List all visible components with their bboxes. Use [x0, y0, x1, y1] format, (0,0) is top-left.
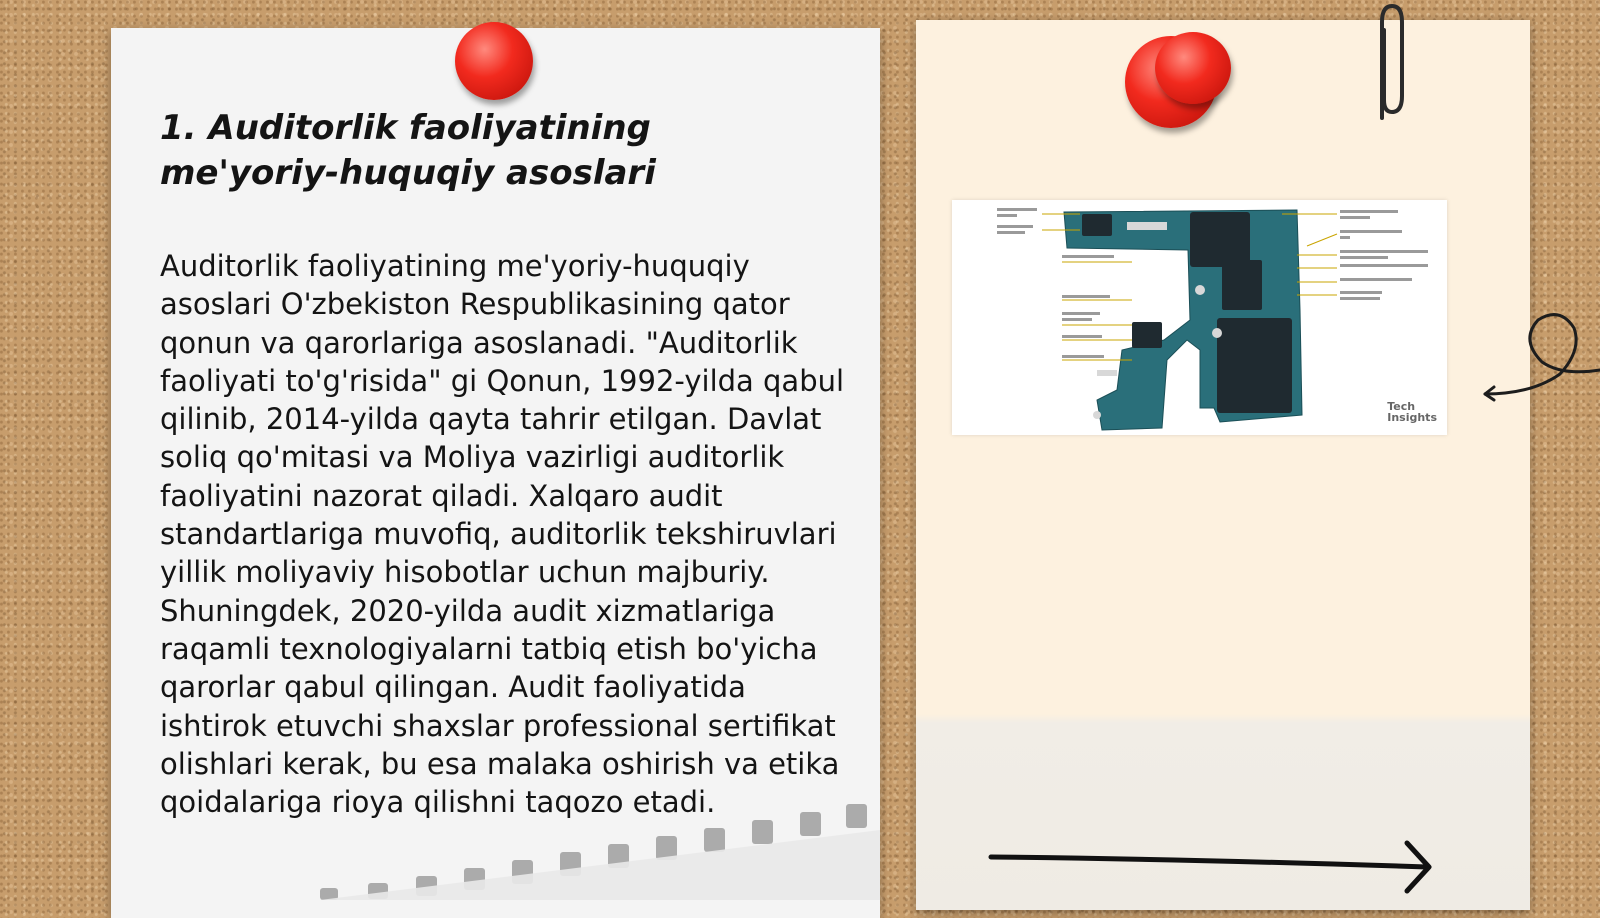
red-pushpin-icon — [455, 22, 533, 100]
slide-title: 1. Auditorlik faoliyatining me'yoriy-huquqiy asoslari — [160, 108, 656, 193]
right-arrow-icon — [985, 835, 1445, 895]
red-pushpin-icon — [1155, 32, 1231, 104]
paperclip-icon — [1368, 0, 1408, 125]
torn-paper-edge — [320, 800, 880, 900]
pcb-illustration — [952, 200, 1447, 435]
circuit-board-photo — [952, 200, 1447, 435]
slide-body-text: Auditorlik faoliyatining me'yoriy-huquqiy asoslari O'zbekiston Respublikasining qator qonun va qarorlariga asoslanadi. "Auditorlik faoliyati to'g'risida" gi Qonun, 1992-yilda qabul qilinib, 2014-yilda qayta tahrir etilgan. Davlat soliq qo'mitasi va Moliya vazirligi auditorlik faoliyatini nazorat qiladi. Xalqaro audit standartlariga muvofiq, auditorlik tekshiruvlari yillik moliyaviy hisobotlar uchun majburiy. Shuningdek, 2020-yilda audit xizmatlariga raqamli texnologiyalarni tatbiq etish bo'yicha qarorlar qabul qilingan. Audit faoliyatida ishtirok etuvchi shaxslar professional sertifikat olishlari kerak, bu esa malaka oshirish va etika qoidalariga rioya qilishni taqozo etadi. — [160, 249, 845, 820]
curly-arrow-doodle — [1482, 310, 1600, 405]
right-note-paper — [916, 20, 1530, 910]
techinsights-logo: Tech Insights — [1387, 400, 1437, 424]
